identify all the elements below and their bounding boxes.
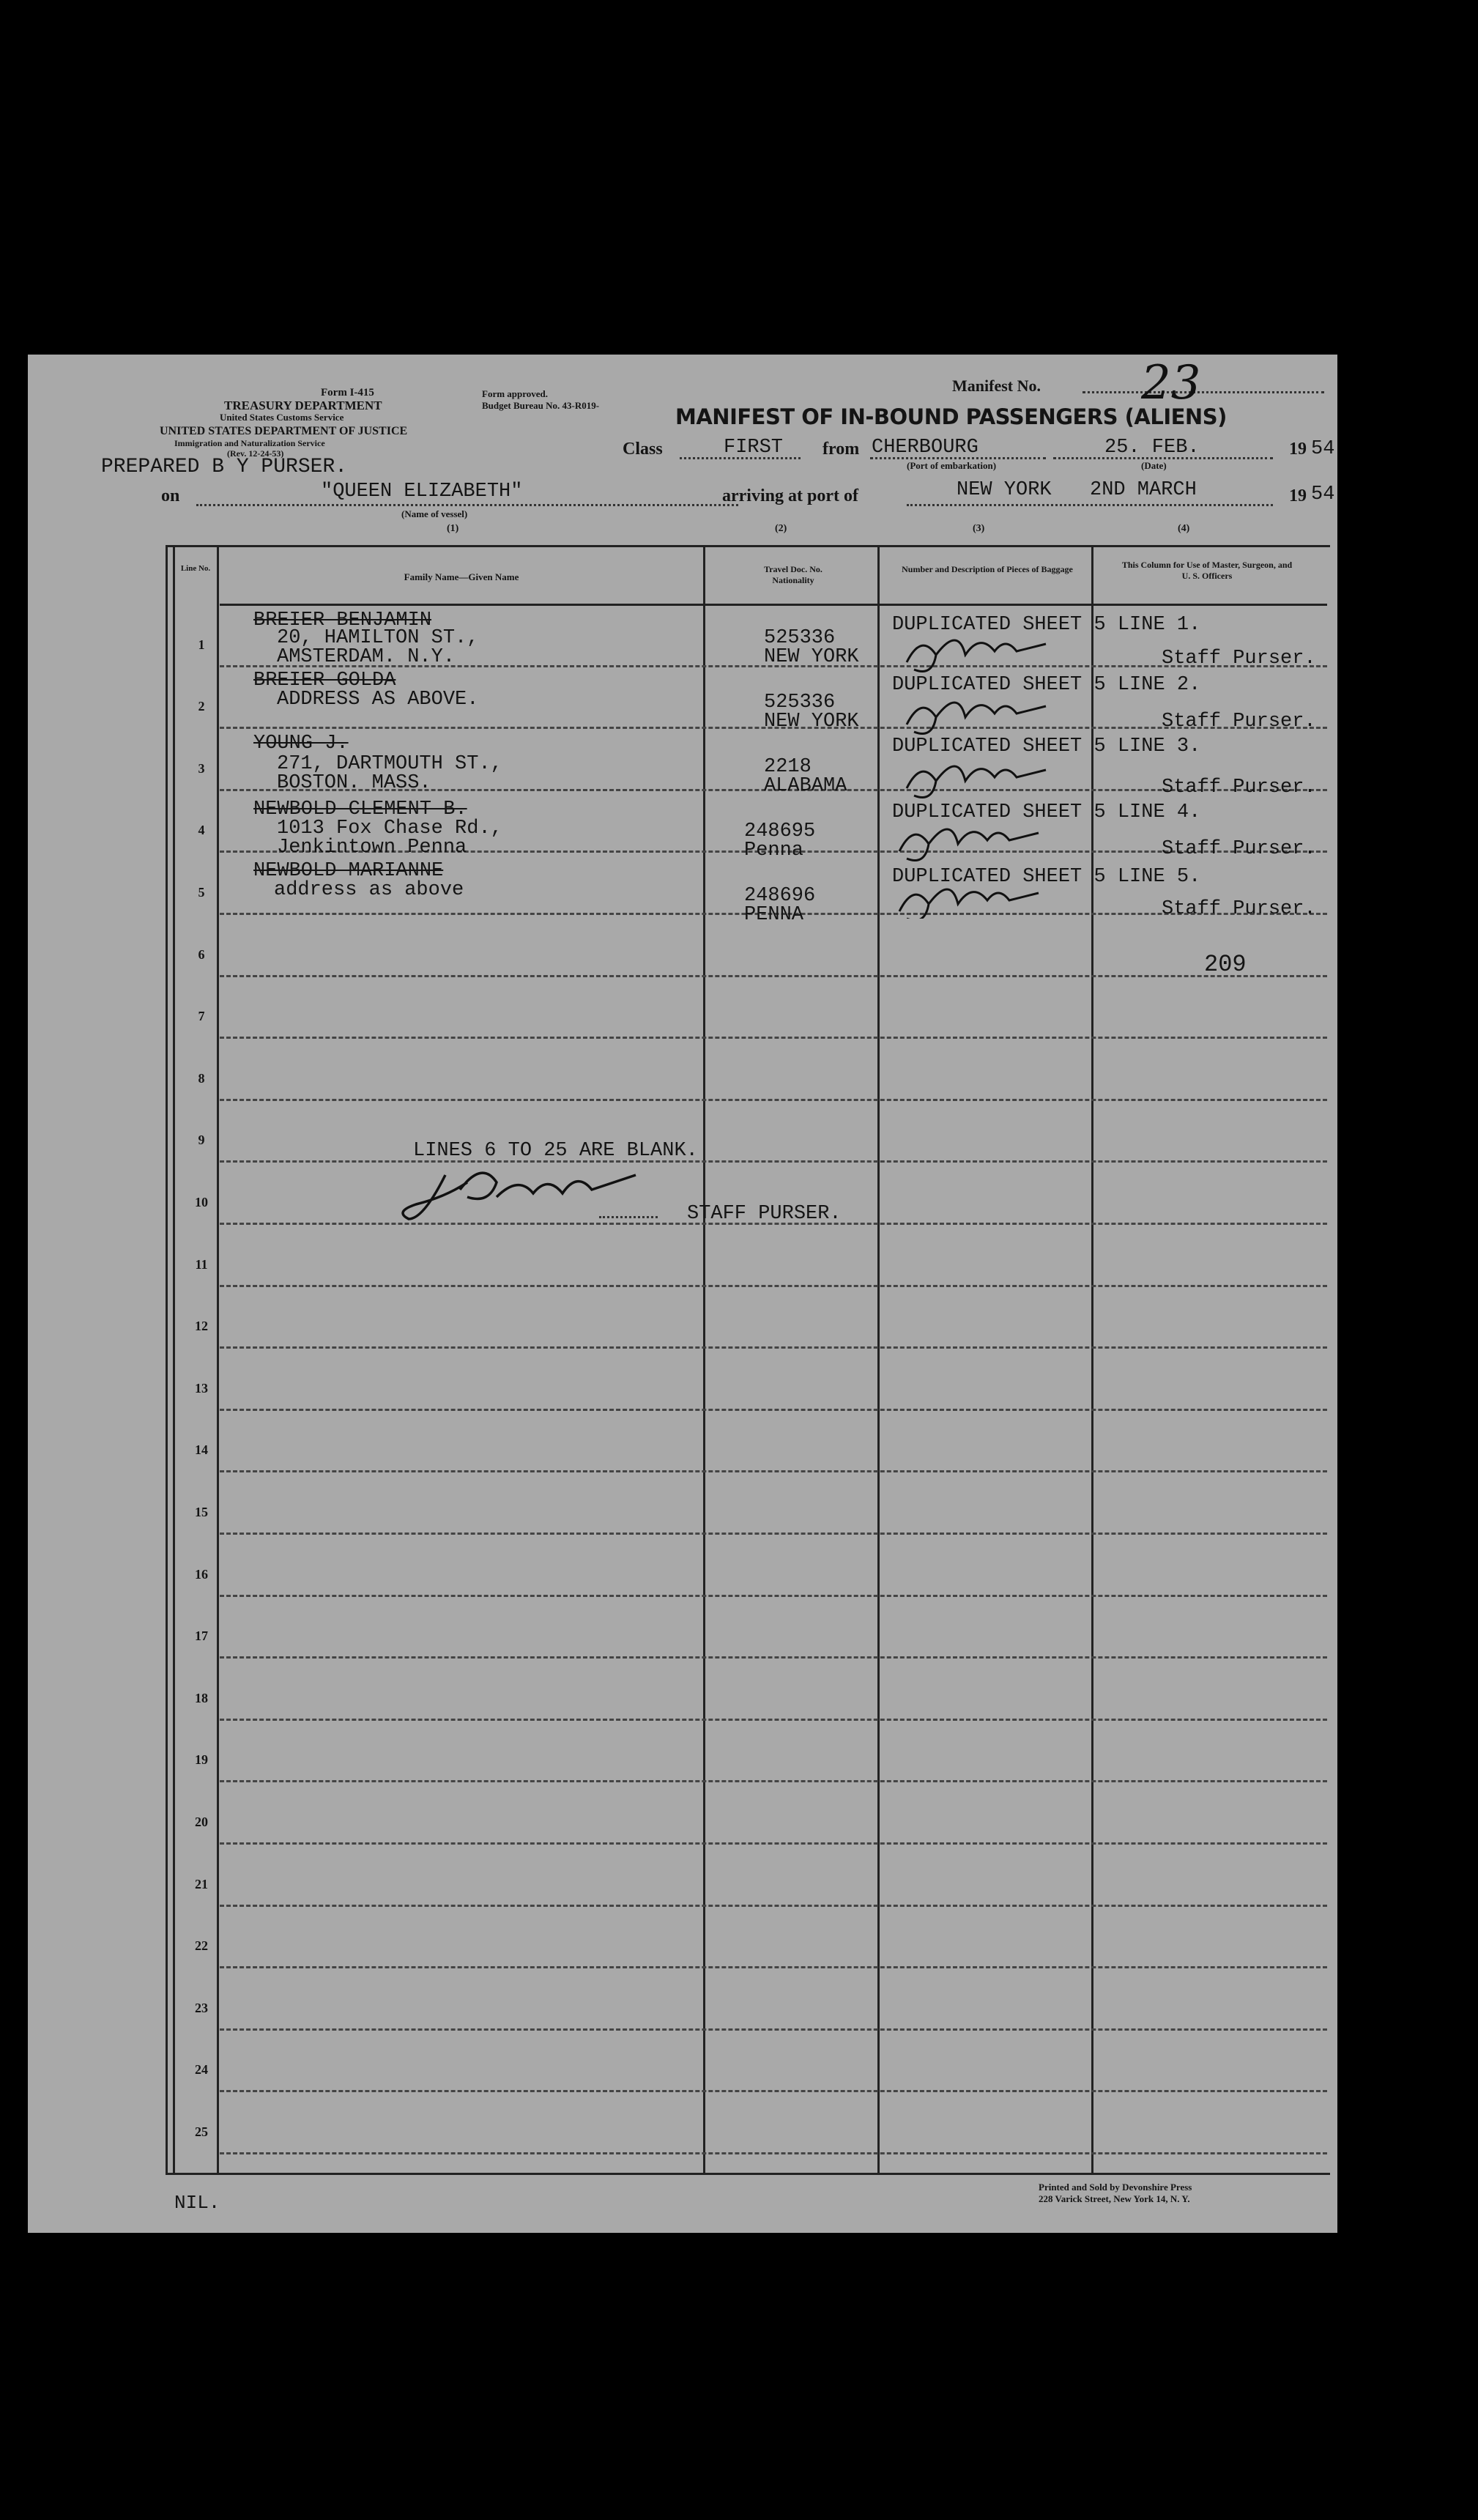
vessel-label: (Name of vessel): [401, 508, 468, 519]
header-officers: This Column for Use of Master, Surgeon, and U. S. Officers: [1121, 560, 1293, 581]
row-number: 16: [195, 1566, 208, 1582]
row-number: 15: [195, 1505, 208, 1519]
row-number: 23: [195, 2000, 208, 2015]
row-number: 6: [198, 946, 205, 962]
row-number: 2: [198, 699, 205, 714]
table-row-line: [220, 2028, 1327, 2031]
dept-customs: United States Customs Service: [220, 412, 344, 423]
port-embark-label: (Port of embarkation): [907, 460, 997, 471]
arriving-label: arriving at port of: [722, 486, 858, 505]
arrival-year-prefix: 19: [1289, 486, 1307, 505]
entry-1-note: DUPLICATED SHEET 5 LINE 1.: [892, 614, 1201, 636]
arrival-port: NEW YORK: [957, 479, 1052, 501]
entry-3-name: YOUNG J.: [253, 733, 349, 755]
manifest-label: Manifest No.: [952, 377, 1041, 395]
row-number: 7: [198, 1009, 205, 1024]
row-number: 10: [195, 1195, 208, 1209]
entry-2-address1: ADDRESS AS ABOVE.: [277, 689, 479, 711]
table-row-line: [220, 1533, 1327, 1535]
table-row-line: [220, 1099, 1327, 1101]
table-row-line: [220, 1409, 1327, 1411]
col-2-number: (2): [775, 523, 787, 534]
row-number: 20: [195, 1815, 208, 1829]
table-row-line: [220, 2090, 1327, 2092]
entry-1-doc: 525336: [764, 627, 836, 649]
row-number: 12: [195, 1319, 208, 1334]
table-row-line: [220, 1656, 1327, 1659]
col-4-number: (4): [1178, 523, 1190, 534]
row-number: 13: [195, 1380, 208, 1396]
table-left-border: [166, 545, 168, 2175]
entry-2-signoff: Staff Purser.: [1162, 711, 1316, 733]
entry-1-signoff: Staff Purser.: [1162, 648, 1316, 670]
table-row-line: [220, 1905, 1327, 1907]
depart-year-prefix: 19: [1289, 440, 1307, 459]
class-value: FIRST: [724, 437, 784, 459]
table-row-line: [220, 1285, 1327, 1287]
class-label: Class: [623, 440, 663, 459]
table-row-line: [220, 1842, 1327, 1845]
row-number: 24: [195, 2062, 208, 2078]
entry-3-doc: 2218: [764, 756, 812, 778]
row-number: 11: [195, 1256, 208, 1272]
form-number: Form I-415: [321, 387, 374, 399]
entry-4-note: DUPLICATED SHEET 5 LINE 4.: [892, 801, 1201, 823]
entry-3-address1: 271, DARTMOUTH ST.,: [277, 753, 502, 775]
row-number: 8: [198, 1070, 205, 1086]
row-number: 14: [195, 1442, 208, 1458]
entry-5-signoff: Staff Purser.: [1162, 898, 1316, 920]
blank-lines-note: LINES 6 TO 25 ARE BLANK.: [413, 1140, 698, 1162]
entry-3-nationality: ALABAMA: [764, 775, 847, 797]
table-row-line: [220, 1719, 1327, 1721]
stamp-number: 209: [1204, 951, 1247, 978]
table-row-line: [220, 1966, 1327, 1968]
table-row-line: [220, 1037, 1327, 1039]
entry-4-address2: Jenkintown Penna: [277, 837, 467, 859]
row-number: 25: [195, 2124, 208, 2139]
entry-2-name: BREIER GOLDA: [253, 670, 396, 692]
staff-purser-line: [599, 1216, 658, 1218]
arrival-date: 2ND MARCH: [1090, 479, 1197, 501]
table-bottom-border: [166, 2173, 1330, 2175]
form-approved: Form approved.: [482, 388, 549, 399]
purser-signature: [892, 626, 1170, 919]
dept-immigration: Immigration and Naturalization Service: [174, 438, 325, 448]
entry-5-note: DUPLICATED SHEET 5 LINE 5.: [892, 866, 1201, 888]
staff-purser-label: STAFF PURSER.: [687, 1203, 842, 1225]
row-number: 9: [198, 1133, 205, 1148]
row-number: 1: [198, 637, 205, 652]
entry-4-signoff: Staff Purser.: [1162, 838, 1316, 860]
entry-5-nationality: PENNA: [744, 904, 804, 926]
printer-line-1: Printed and Sold by Devonshire Press: [1039, 2182, 1192, 2193]
entry-3-signoff: Staff Purser.: [1162, 777, 1316, 798]
row-number: 17: [195, 1628, 208, 1644]
table-row-line: [220, 1160, 1327, 1163]
entry-5-doc: 248696: [744, 885, 816, 907]
col-1-number: (1): [447, 523, 459, 534]
col-3-number: (3): [973, 523, 985, 534]
arrival-line: [907, 504, 1273, 506]
table-row-line: [220, 1470, 1327, 1472]
entry-2-doc: 525336: [764, 692, 836, 714]
manifest-sheet: [28, 355, 1337, 2233]
row-number: 18: [195, 1690, 208, 1705]
depart-date: 25. FEB.: [1104, 437, 1200, 459]
row-number: 5: [198, 885, 205, 900]
entry-1-address2: AMSTERDAM. N.Y.: [277, 646, 456, 668]
entry-1-name: BREIER BENJAMIN: [253, 609, 432, 631]
entry-4-name: NEWBOLD CLEMENT B.: [253, 798, 467, 820]
table-row-line: [220, 975, 1327, 977]
entry-4-nationality: Penna: [744, 840, 804, 861]
header-name: Family Name—Given Name: [404, 571, 519, 582]
from-value: CHERBOURG: [872, 437, 978, 459]
header-baggage: Number and Description of Pieces of Baggage: [902, 564, 1073, 574]
vessel-name: "QUEEN ELIZABETH": [321, 481, 523, 503]
budget-bureau: Budget Bureau No. 43-R019-: [482, 400, 600, 411]
header-bottom-line: [220, 604, 1327, 606]
date-label: (Date): [1141, 460, 1167, 471]
entry-2-note: DUPLICATED SHEET 5 LINE 2.: [892, 674, 1201, 696]
entry-4-doc: 248695: [744, 820, 816, 842]
col-divider-line: [173, 545, 175, 2175]
table-row-line: [220, 1780, 1327, 1782]
entry-3-address2: BOSTON. MASS.: [277, 772, 431, 794]
prepared-by: PREPARED B Y PURSER.: [101, 456, 348, 478]
depart-year: 54: [1311, 438, 1335, 460]
entry-2-nationality: NEW YORK: [764, 711, 859, 733]
header-line-no: Line No.: [180, 564, 211, 573]
on-label: on: [161, 486, 180, 505]
entry-5-name: NEWBOLD MARIANNE: [253, 860, 444, 882]
entry-4-address1: 1013 Fox Chase Rd.,: [277, 818, 502, 840]
row-number: 21: [195, 1876, 208, 1891]
row-number: 4: [198, 823, 205, 838]
printer-line-2: 228 Varick Street, New York 14, N. Y.: [1039, 2193, 1190, 2204]
table-row-line: [220, 1346, 1327, 1349]
table-top-border: [166, 545, 1330, 547]
dept-treasury: TREASURY DEPARTMENT: [224, 399, 382, 412]
entry-1-address1: 20, HAMILTON ST.,: [277, 627, 479, 649]
manifest-number: 23: [1141, 356, 1201, 410]
document-title: MANIFEST OF IN-BOUND PASSENGERS (ALIENS): [675, 404, 1227, 429]
row-number: 22: [195, 1938, 208, 1954]
arrival-year: 54: [1311, 483, 1335, 505]
table-row-line: [220, 1595, 1327, 1597]
entry-1-nationality: NEW YORK: [764, 646, 859, 668]
dept-justice: UNITED STATES DEPARTMENT OF JUSTICE: [160, 425, 408, 437]
table-row-line: [220, 2152, 1327, 2154]
header-doc: Travel Doc. No. Nationality: [764, 564, 822, 585]
entry-3-note: DUPLICATED SHEET 5 LINE 3.: [892, 735, 1201, 757]
entry-5-address1: address as above: [274, 879, 464, 901]
vessel-line: [196, 504, 738, 506]
row-number: 19: [195, 1752, 208, 1768]
staff-purser-signature: [394, 1160, 658, 1241]
footer-nil: NIL.: [174, 2192, 220, 2214]
col-divider-number: [217, 545, 219, 2175]
form-revision: (Rev. 12-24-53): [227, 448, 284, 459]
row-number: 3: [198, 760, 205, 776]
manifest-number-line: [1082, 391, 1324, 393]
from-label: from: [822, 440, 860, 459]
